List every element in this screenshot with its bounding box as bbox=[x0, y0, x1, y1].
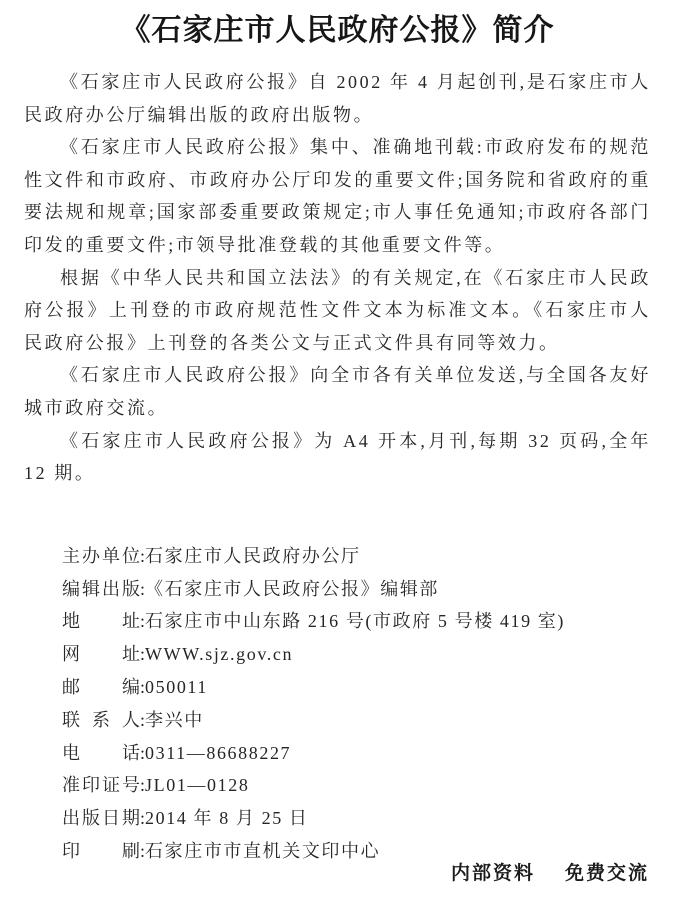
intro-paragraph: 根据《中华人民共和国立法法》的有关规定,在《石家庄市人民政府公报》上刊登的市政府规范性文件文本为标准文本。《石家庄市人民政府公报》上刊登的各类公文与正式文件具有同等效力。 bbox=[24, 267, 651, 353]
info-value: 石家庄市中山东路 216 号(市政府 5 号楼 419 室) bbox=[145, 611, 566, 632]
info-row-contact-person bbox=[62, 704, 651, 737]
info-row-organizer bbox=[62, 540, 651, 573]
info-value: WWW.sjz.gov.cn bbox=[145, 644, 294, 665]
info-colon: : bbox=[140, 775, 146, 796]
info-label: 主办单位 bbox=[62, 545, 140, 566]
intro-body bbox=[24, 66, 651, 490]
info-label: 网址 bbox=[62, 644, 140, 665]
info-colon: : bbox=[140, 545, 146, 566]
intro-paragraph: 《石家庄市人民政府公报》为 A4 开本,月刊,每期 32 页码,全年 12 期。 bbox=[24, 430, 651, 484]
info-label: 出版日期 bbox=[62, 808, 140, 829]
info-value: 《石家庄市人民政府公报》编辑部 bbox=[145, 578, 440, 599]
info-row-print-permit bbox=[62, 769, 651, 802]
intro-paragraph: 《石家庄市人民政府公报》自 2002 年 4 月起创刊,是石家庄市人民政府办公厅编辑出版的政府出版物。 bbox=[24, 72, 651, 125]
info-colon: : bbox=[140, 742, 146, 763]
info-row-website bbox=[62, 638, 651, 671]
info-row-postcode bbox=[62, 671, 651, 704]
info-label: 联系人 bbox=[62, 709, 140, 730]
info-colon: : bbox=[140, 644, 146, 665]
info-colon: : bbox=[140, 611, 146, 632]
footer-note bbox=[451, 858, 649, 885]
info-value: 2014 年 8 月 25 日 bbox=[145, 808, 309, 829]
info-colon: : bbox=[140, 676, 146, 697]
info-label: 邮编 bbox=[62, 676, 140, 697]
info-label: 电话 bbox=[62, 742, 140, 763]
info-label: 印刷 bbox=[62, 840, 140, 861]
info-value: 石家庄市人民政府办公厅 bbox=[145, 545, 361, 566]
footer-free-exchange: 免费交流 bbox=[564, 863, 649, 884]
info-colon: : bbox=[140, 578, 146, 599]
footer-internal-material: 内部资料 bbox=[450, 863, 535, 884]
info-label: 准印证号 bbox=[62, 775, 140, 796]
info-value: 李兴中 bbox=[145, 709, 204, 730]
info-colon: : bbox=[140, 840, 146, 861]
info-row-publish-date bbox=[62, 802, 651, 835]
info-value: 0311—86688227 bbox=[145, 742, 292, 763]
info-row-address bbox=[62, 605, 651, 638]
page-title: 《石家庄市人民政府公报》简介 bbox=[120, 14, 555, 47]
info-label: 编辑出版 bbox=[62, 578, 140, 599]
info-colon: : bbox=[140, 808, 146, 829]
publication-info bbox=[62, 540, 651, 868]
info-colon: : bbox=[140, 709, 146, 730]
info-label: 地址 bbox=[62, 611, 140, 632]
info-value: 石家庄市市直机关文印中心 bbox=[145, 840, 381, 861]
info-row-phone bbox=[62, 737, 651, 770]
info-value: 050011 bbox=[145, 676, 208, 697]
intro-paragraph: 《石家庄市人民政府公报》向全市各有关单位发送,与全国各友好城市政府交流。 bbox=[24, 365, 651, 418]
info-row-editor-publisher bbox=[62, 573, 651, 606]
intro-paragraph: 《石家庄市人民政府公报》集中、准确地刊载:市政府发布的规范性文件和市政府、市政府办公厅印发的重要文件;国务院和省政府的重要法规和规章;国家部委重要政策规定;市人事任免通知;市政府各部门印发的重要文件;市领导批准登载的其他重要文件等。 bbox=[24, 137, 651, 255]
info-value: JL01—0128 bbox=[145, 775, 250, 796]
